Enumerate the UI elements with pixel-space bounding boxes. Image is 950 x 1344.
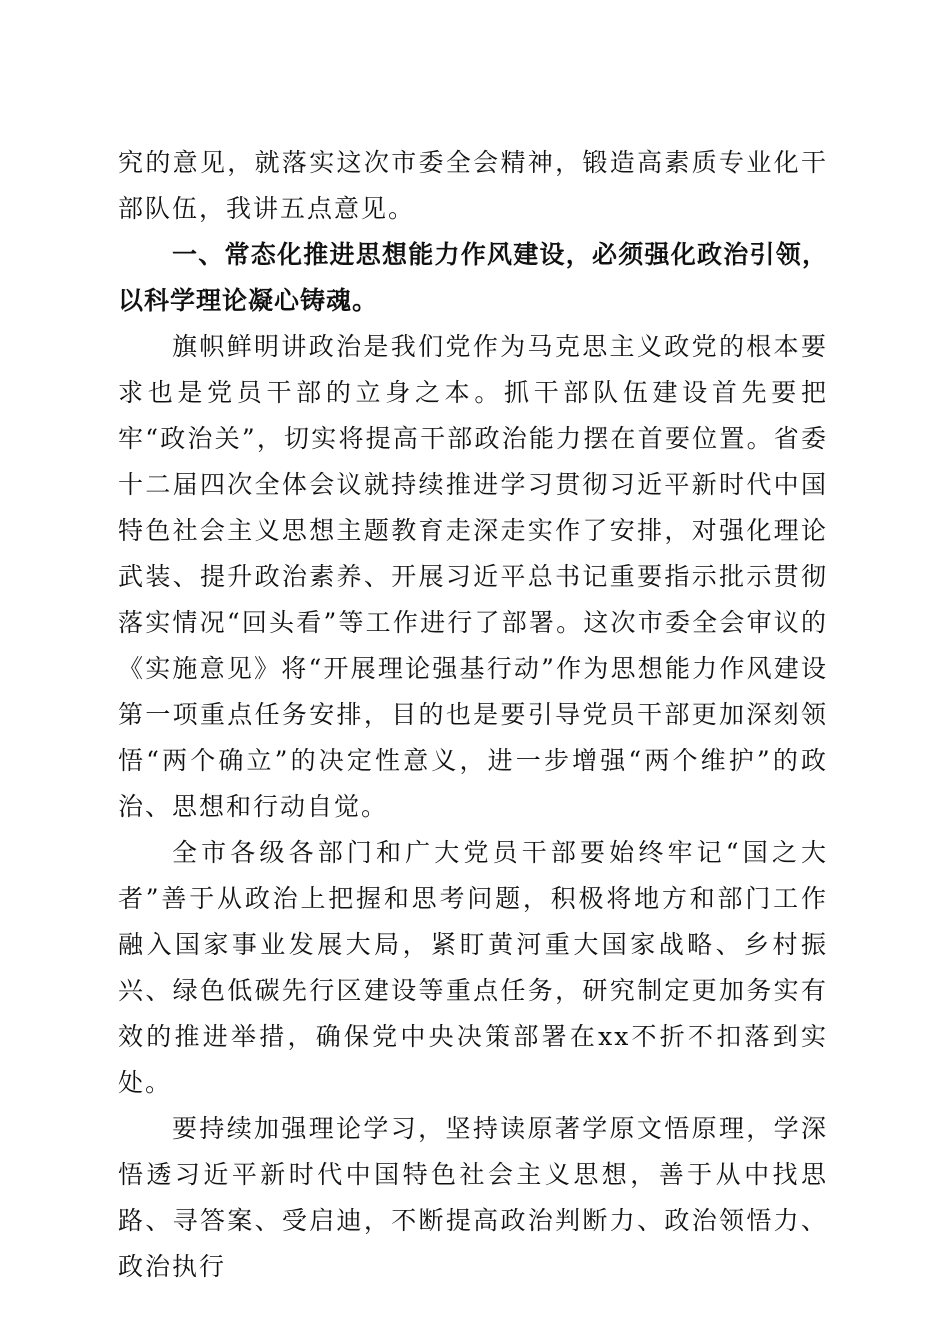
paragraph-theory-study: 要持续加强理论学习，坚持读原著学原文悟原理，学深悟透习近平新时代中国特色社会主义思想，善于从中找思路、寻答案、受启迪，不断提高政治判断力、政治领悟力、政治执行 xyxy=(118,1114,828,1281)
paragraph-continuation: 究的意见，就落实这次市委全会精神，锻造高素质专业化干部队伍，我讲五点意见。 xyxy=(118,148,828,223)
paragraph-national-priorities: 全市各级各部门和广大党员干部要始终牢记“国之大者”善于从政治上把握和思考问题，积极将地方和部门工作融入国家事业发展大局，紧盯黄河重大国家战略、乡村振兴、绿色低碳先行区建设等重点任务，研究制定更加务实有效的推进举措，确保党中央决策部署在xx不折不扣落到实处。 xyxy=(118,838,828,1097)
section-heading-1: 一、常态化推进思想能力作风建设，必须强化政治引领，以科学理论凝心铸魂。 xyxy=(118,240,828,315)
paragraph-political-leadership: 旗帜鲜明讲政治是我们党作为马克思主义政党的根本要求也是党员干部的立身之本。抓干部队伍建设首先要把牢“政治关”，切实将提高干部政治能力摆在首要位置。省委十二届四次全体会议就持续推进学习贯彻习近平新时代中国特色社会主义思想主题教育走深走实作了安排，对强化理论武装、提升政治素养、开展习近平总书记重要指示批示贯彻落实情况“回头看”等工作进行了部署。这次市委全会审议的《实施意见》将“开展理论强基行动”作为思想能力作风建设第一项重点任务安排，目的也是要引导党员干部更加深刻领悟“两个确立”的决定性意义，进一步增强“两个维护”的政治、思想和行动自觉。 xyxy=(118,332,828,821)
document-body xyxy=(118,140,828,1290)
